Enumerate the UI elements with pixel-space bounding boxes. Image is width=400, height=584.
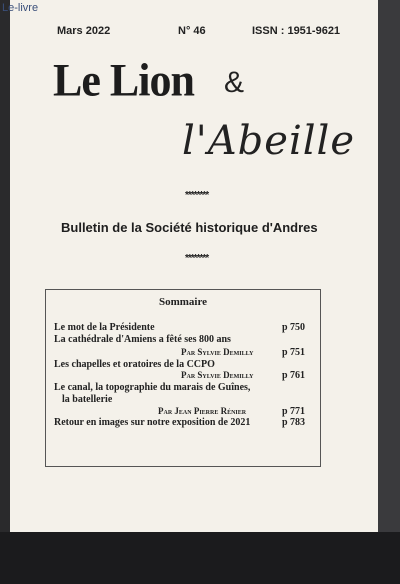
toc-page: p 771 [282,406,306,417]
title-abeille: l'Abeille [182,118,356,164]
toc-author: Par Jean Pierre Rénier [158,406,247,416]
title-ampersand: & [224,66,245,99]
ornament-bottom: ******** [185,253,209,264]
toc-author: Par Sylvie Demilly [181,347,254,357]
toc-author: Par Sylvie Demilly [181,370,254,380]
toc-page: p 750 [282,322,306,333]
toc-entry: Le mot de la Présidente [54,322,155,333]
table-of-contents [45,289,321,467]
toc-heading: Sommaire [158,296,208,308]
toc-entry: Le canal, la topographie du marais de Guînes, [54,382,251,393]
issue-date: Mars 2022 [57,25,111,37]
toc-entry: La cathédrale d'Amiens a fêté ses 800 ans [54,334,231,345]
title-lion: Le Lion [53,54,194,107]
toc-page: p 783 [282,417,306,428]
subtitle: Bulletin de la Société historique d'Andres [61,220,318,235]
ornament-top: ******** [185,190,209,201]
toc-page: p 751 [282,347,306,358]
toc-entry: Retour en images sur notre exposition de 2021 [54,417,251,428]
bulletin-cover [10,0,378,532]
page-edge-shadow [378,0,400,532]
toc-page: p 761 [282,370,306,381]
background-surface [0,532,400,584]
issue-number: N° 46 [178,25,206,37]
toc-entry: Les chapelles et oratoires de la CCPO [54,359,215,370]
watermark: Le-livre [2,2,39,14]
issn: ISSN : 1951-9621 [252,25,341,37]
toc-entry-continued: la batellerie [62,394,113,405]
